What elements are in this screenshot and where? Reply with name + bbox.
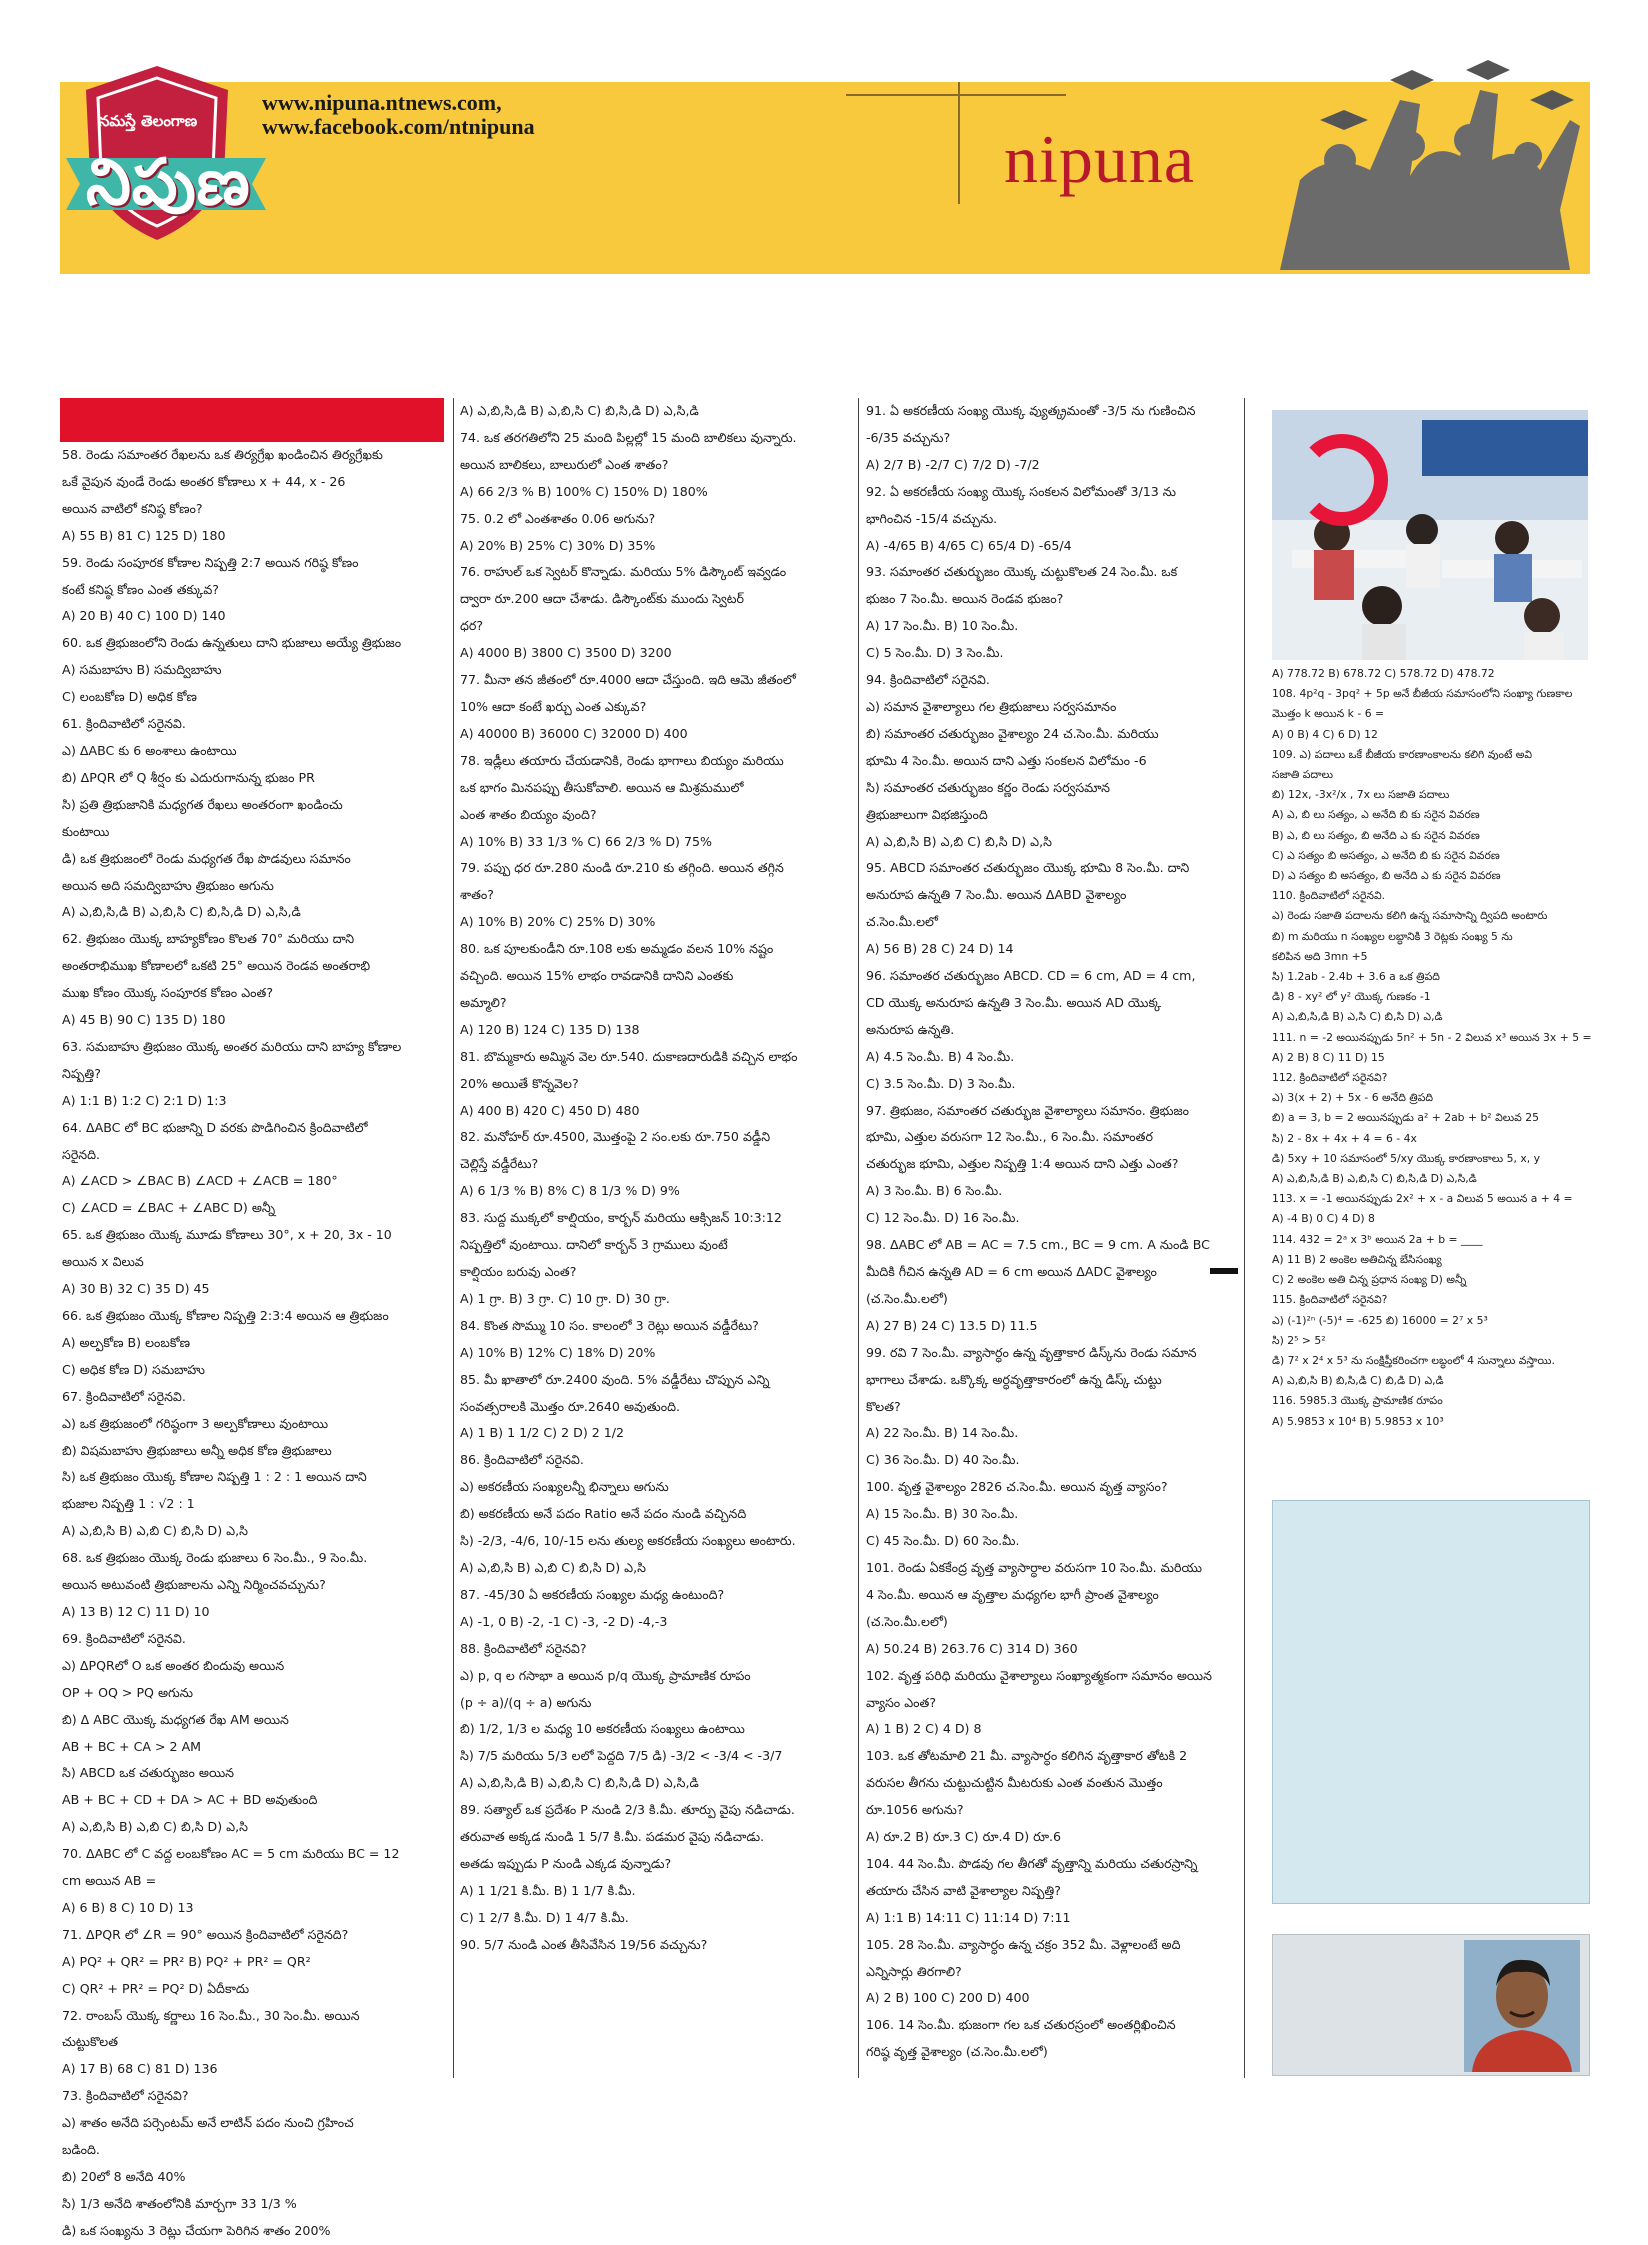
text-line: 98. ΔABC లో AB = AC = 7.5 cm., BC = 9 cm. A నుండి BC (866, 1237, 1210, 1253)
text-line: A) 400 B) 420 C) 450 D) 480 (460, 1102, 640, 1118)
text-line: ఎ) 3(x + 2) + 5x - 6 అనేది త్రిపది (1272, 1091, 1434, 1105)
text-line: సి) 1.2ab - 2.4b + 3.6 a ఒక త్రిపది (1272, 970, 1440, 984)
text-line: A) ఎ,బి,సి B) ఎ,బి C) బి,సి D) ఎ,సి (460, 1559, 646, 1575)
text-line: A) 1:1 B) 1:2 C) 2:1 D) 1:3 (62, 1092, 227, 1108)
text-line: చ.సెం.మీ.లలో (866, 914, 939, 930)
text-line: త్రిభుజాలుగా విభజిస్తుంది (866, 806, 988, 822)
text-line: A) 10% B) 20% C) 25% D) 30% (460, 914, 656, 930)
text-line: అమ్మాలి? (460, 994, 507, 1010)
text-line: 63. సమబాహు త్రిభుజం యొక్క అంతర మరియు దాని బాహ్య కోణాల (62, 1038, 402, 1054)
text-line: బి) ΔPQR లో Q శీర్షం కు ఎదురుగానున్న భుజం PR (62, 769, 315, 785)
text-line: A) 13 B) 12 C) 11 D) 10 (62, 1603, 210, 1619)
text-line: అనురూప ఉన్నతి. (866, 1021, 955, 1037)
text-line: C) ∠ACD = ∠BAC + ∠ABC D) అన్నీ (62, 1200, 276, 1216)
text-line: A) -4/65 B) 4/65 C) 65/4 D) -65/4 (866, 537, 1072, 553)
text-line: A) అల్పకోణ B) లంబకోణ (62, 1334, 190, 1350)
text-line: A) ఎ,బి,సి,డి B) ఎ,బి,సి C) బి,సి,డి D) ఎ,సి,డి (62, 904, 301, 920)
text-line: బి) 12x, -3x²/x , 7x లు సజాతి పదాలు (1272, 788, 1450, 802)
text-line: 110. క్రిందివాటిలో సరైనవి. (1272, 889, 1386, 903)
text-line: బి) విషమబాహు త్రిభుజాలు అన్నీ అధిక కోణ త్రిభుజాలు (62, 1442, 332, 1458)
text-line: 62. త్రిభుజం యొక్క బాహ్యకోణం కొలత 70° మరియు దాని (62, 931, 355, 947)
text-line: రూ.1056 అగును? (866, 1802, 964, 1818)
text-line: A) 2/7 B) -2/7 C) 7/2 D) -7/2 (866, 456, 1040, 472)
text-line: A) -4 B) 0 C) 4 D) 8 (1272, 1212, 1375, 1226)
text-line: A) 5.9853 x 10⁴ B) 5.9853 x 10³ (1272, 1414, 1444, 1428)
text-line: 104. 44 సెం.మీ. పొడవు గల తీగతో వృత్తాన్ని మరియు చతురస్రాన్ని (866, 1855, 1198, 1871)
text-line: 102. వృత్త పరిధి మరియు వైశాల్యాలు సంఖ్యాత్మకంగా సమానం అయిన (866, 1667, 1212, 1683)
text-line: సి) -2/3, -4/6, 10/-15 లను తుల్య అకరణీయ సంఖ్యలు అంటారు. (460, 1533, 796, 1549)
text-line: అయిన అది సమద్విబాహు త్రిభుజం అగును (62, 877, 274, 893)
text-line: ఎ) సమాన వైశాల్యాలు గల త్రిభుజాలు సర్వసమానం (866, 698, 1117, 714)
text-line: భాగాలు చేశాడు. ఒక్కొక్క అర్ధవృత్తాకారంలో ఉన్న డిస్క్ చుట్టు (866, 1371, 1162, 1387)
text-line: 99. రవి 7 సెం.మీ. వ్యాసార్ధం ఉన్న వృత్తాకార డిస్క్‌ను రెండు సమాన (866, 1344, 1197, 1360)
text-line: 79. పప్పు ధర రూ.280 నుండి రూ.210 కు తగ్గింది. అయిన తగ్గిన (460, 860, 784, 876)
text-line: నిష్పత్తిలో వుంటాయి. దానిలో కార్బన్ 3 గ్రాములు వుంటే (460, 1237, 728, 1253)
text-line: 58. రెండు సమాంతర రేఖలను ఒక తిర్యగ్రేఖ ఖండించిన తిర్యగ్రేఖకు (62, 447, 383, 462)
text-line: అంతరాభిముఖ కోణాలలో ఒకటి 25° అయిన రెండవ అంతరాభి (62, 958, 371, 974)
text-line: 101. రెండు ఏకకేంద్ర వృత్త వ్యాసార్ధాల వరుసగా 10 సెం.మీ. మరియు (866, 1559, 1203, 1575)
text-line: అయిన x విలువ (62, 1254, 144, 1270)
text-line: A) PQ² + QR² = PR² B) PQ² + PR² = QR² (62, 1953, 311, 1969)
text-line: ముఖ కోణం యొక్క సంపూరక కోణం ఎంత? (62, 985, 274, 1001)
text-line: A) 17 సెం.మీ. B) 10 సెం.మీ. (866, 618, 1019, 634)
text-line: 115. క్రిందివాటిలో సరైనవి? (1272, 1293, 1388, 1307)
text-line: శాతం? (460, 887, 494, 903)
text-line: A) 4000 B) 3800 C) 3500 D) 3200 (460, 645, 672, 661)
text-line: ఎ) శాతం అనేది పర్సెంటమ్ అనే లాటిన్ పదం నుంచి గ్రహించ (62, 2115, 354, 2131)
text-line: 60. ఒక త్రిభుజంలోని రెండు ఉన్నతులు దాని భుజాలు అయ్యే త్రిభుజం (62, 635, 402, 651)
classroom-photo (1272, 410, 1588, 660)
text-line: A) 1 B) 2 C) 4 D) 8 (866, 1721, 982, 1737)
text-line: A) 66 2/3 % B) 100% C) 150% D) 180% (460, 483, 708, 499)
text-line: A) 10% B) 12% C) 18% D) 20% (460, 1344, 656, 1360)
text-line: సి) ప్రతి త్రిభుజానికి మధ్యగత రేఖలు అంతరంగా ఖండించు (62, 796, 343, 812)
text-line: భుజాల నిష్పత్తి 1 : √2 : 1 (62, 1496, 195, 1512)
text-line: cm అయిన AB = (62, 1873, 157, 1889)
text-line: C) 3.5 సెం.మీ. D) 3 సెం.మీ. (866, 1075, 1016, 1091)
text-line: A) 4.5 సెం.మీ. B) 4 సెం.మీ. (866, 1048, 1015, 1064)
masthead-title: nipuna (1004, 121, 1196, 197)
text-line: అయిన అటువంటి త్రిభుజాలను ఎన్ని నిర్మించవచ్చును? (62, 1577, 326, 1593)
text-line: A) ఎ,బి,సి,డి B) ఎ,సి C) బి,సి D) ఎ,డి (1272, 1010, 1443, 1024)
text-line: A) 778.72 B) 678.72 C) 578.72 D) 478.72 (1272, 667, 1495, 680)
text-line: 88. క్రిందివాటిలో సరైనవి? (460, 1640, 587, 1656)
text-line: C) 1 2/7 కి.మీ. D) 1 4/7 కి.మీ. (460, 1909, 629, 1925)
text-line: సజాతి పదాలు (1272, 768, 1334, 782)
text-line: A) 50.24 B) 263.76 C) 314 D) 360 (866, 1640, 1078, 1656)
text-line: (p ÷ a)/(q ÷ a) అగును (460, 1694, 592, 1710)
text-line: సి) 1/3 అనేది శాతంలోనికి మార్చగా 33 1/3 % (62, 2195, 297, 2211)
text-line: 86. క్రిందివాటిలో సరైనవి. (460, 1452, 584, 1468)
questions-column-3 (866, 398, 1238, 2066)
text-line: బడింది. (62, 2142, 100, 2158)
column-divider (1244, 398, 1245, 2078)
text-line: 89. సత్యాల్ ఒక ప్రదేశం P నుండి 2/3 కి.మీ. తూర్పు వైపు నడిచాడు. (460, 1802, 795, 1818)
photo-accent-ring (1296, 434, 1388, 526)
text-line: బి) a = 3, b = 2 అయినప్పుడు a² + 2ab + b² విలువ 25 (1272, 1111, 1539, 1125)
text-line: A) 0 B) 4 C) 6 D) 12 (1272, 727, 1378, 741)
text-line: A) 17 B) 68 C) 81 D) 136 (62, 2061, 218, 2077)
text-line: నిష్పత్తి? (62, 1065, 101, 1081)
text-line: A) ఎ,బి,సి,డి B) ఎ,బి,సి C) బి,సి,డి D) ఎ,సి,డి (1272, 1172, 1477, 1186)
column-divider (453, 398, 454, 2078)
text-line: 95. ABCD సమాంతర చతుర్భుజం యొక్క భూమి 8 సెం.మీ. దాని (866, 860, 1190, 876)
text-line: గరిష్ఠ వృత్త వైశాల్యం (చ.సెం.మీ.లలో) (866, 2044, 1048, 2060)
text-line: A) 30 B) 32 C) 35 D) 45 (62, 1281, 210, 1297)
text-line: చుట్టుకొలత (62, 2034, 119, 2050)
text-line: 61. క్రిందివాటిలో సరైనవి. (62, 716, 186, 732)
text-line: డి) 8 - xy² లో y² యొక్క గుణకం -1 (1272, 990, 1431, 1004)
text-line: C) 45 సెం.మీ. D) 60 సెం.మీ. (866, 1533, 1020, 1549)
text-line: 75. 0.2 లో ఎంతశాతం 0.06 అగును? (460, 510, 656, 526)
text-line: 96. సమాంతర చతుర్భుజం ABCD. CD = 6 cm, AD = 4 cm, (866, 968, 1196, 984)
text-line: అయిన బాలికలు, బాలురులో ఎంత శాతం? (460, 456, 669, 472)
text-line: 64. ΔABC లో BC భుజాన్ని D వరకు పొడిగించిన క్రిందివాటిలో (62, 1119, 368, 1135)
text-line: ధర? (460, 618, 484, 634)
text-line: భూమి, ఎత్తుల వరుసగా 12 సెం.మీ., 6 సెం.మీ. సమాంతర (866, 1129, 1153, 1145)
text-line: 10% ఆదా కంటే ఖర్చు ఎంత ఎక్కువ? (460, 698, 647, 714)
questions-column-2 (460, 398, 850, 1959)
text-line: A) 3 సెం.మీ. B) 6 సెం.మీ. (866, 1183, 1003, 1199)
text-line: AB + BC + CD + DA > AC + BD అవుతుంది (62, 1792, 318, 1808)
text-line: బి) అకరణీయ అనే పదం Ratio అనే పదం నుండి వచ్చినది (460, 1506, 747, 1522)
text-line: 65. ఒక త్రిభుజం యొక్క మూడు కోణాలు 30°, x + 20, 3x - 10 (62, 1227, 392, 1243)
text-line: A) 1:1 B) 14:11 C) 11:14 D) 7:11 (866, 1909, 1071, 1925)
text-line: C) 36 సెం.మీ. D) 40 సెం.మీ. (866, 1452, 1020, 1468)
text-line: 4 సెం.మీ. అయిన ఆ వృత్తాల మధ్యగల భాగీ ప్రాంత వైశాల్యం (866, 1586, 1159, 1602)
facebook-link[interactable]: www.facebook.com/ntnipuna (262, 114, 535, 139)
text-line: సి) ఒక త్రిభుజం యొక్క కోణాల నిష్పత్తి 1 : 2 : 1 అయిన దాని (62, 1469, 367, 1485)
text-line: A) ఎ, బి లు సత్యం, ఎ అనేది బి కు సరైన వివరణ (1272, 808, 1480, 822)
text-line: C) QR² + PR² = PQ² D) ఏదీకాదు (62, 1980, 250, 1996)
text-line: A) 2 B) 8 C) 11 D) 15 (1272, 1050, 1385, 1064)
text-line: ఎ) అకరణీయ సంఖ్యలన్నీ భిన్నాలు అగును (460, 1479, 669, 1495)
brand-name: నిపుణ (86, 146, 251, 220)
text-line: సి) ABCD ఒక చతుర్భుజం అయిన (62, 1765, 234, 1781)
text-line: 81. బొమ్మకారు అమ్మిన వెల రూ.540. దుకాణదారుడికి వచ్చిన లాభం (460, 1048, 798, 1064)
text-line: A) ఎ,బి,సి,డి B) ఎ,బి,సి C) బి,సి,డి D) ఎ,సి,డి (460, 1775, 699, 1791)
text-line: మొత్తం k అయిన k - 6 = (1272, 707, 1385, 721)
text-line: B) ఎ, బి లు సత్యం, బి అనేది ఎ కు సరైన వివరణ (1272, 828, 1480, 842)
text-line: ఎ) ఒక త్రిభుజంలో గరిష్ఠంగా 3 అల్పకోణాలు వుంటాయి (62, 1415, 329, 1431)
text-line: C) 2 అంకెల అతి చిన్న ప్రధాన సంఖ్య D) అన్నీ (1272, 1273, 1467, 1287)
text-line: A) 1 1/21 కి.మీ. B) 1 1/7 కి.మీ. (460, 1882, 636, 1898)
text-line: A) ఎ,బి,సి B) ఎ,బి C) బి,సి D) ఎ,సి (62, 1819, 248, 1835)
text-line: 84. కొంత సొమ్ము 10 సం. కాలంలో 3 రెట్లు అయిన వడ్డీరేటు? (460, 1317, 759, 1333)
text-line: 90. 5/7 నుండి ఎంత తీసివేసిన 19/56 వచ్చును? (460, 1936, 708, 1952)
text-line: 114. 432 = 2ᵃ x 3ᵇ అయిన 2a + b = ____ (1272, 1232, 1483, 1246)
text-line: C) 5 సెం.మీ. D) 3 సెం.మీ. (866, 645, 1004, 661)
text-line: కుంటాయి (62, 823, 110, 839)
text-line: ఒక భాగం మినపప్పు తీసుకోవాలి. అయిన ఆ మిశ్రమములో (460, 779, 744, 795)
text-line: సి) 2⁵ > 5² (1272, 1333, 1326, 1347)
text-line: బి) Δ ABC యొక్క మధ్యగత రేఖ AM అయిన (62, 1711, 289, 1727)
text-line: A) 15 సెం.మీ. B) 30 సెం.మీ. (866, 1506, 1019, 1522)
text-line: A) 45 B) 90 C) 135 D) 180 (62, 1012, 226, 1028)
text-line: A) ఎ,బి,సి B) బి,సి,డి C) బి,డి D) ఎ,డి (1272, 1374, 1444, 1388)
text-line: ఎ) p, q ల గసాభా a అయిన p/q యొక్క ప్రామాణిక రూపం (460, 1667, 751, 1683)
text-line: A) -1, 0 B) -2, -1 C) -3, -2 D) -4,-3 (460, 1613, 668, 1629)
text-line: భాగించిన -15/4 వచ్చును. (866, 510, 998, 526)
text-line: A) 40000 B) 36000 C) 32000 D) 400 (460, 725, 688, 741)
text-line: 59. రెండు సంపూరక కోణాల నిష్పత్తి 2:7 అయిన గరిష్ఠ కోణం (62, 554, 359, 570)
text-line: 72. రాంబస్ యొక్క కర్ణాలు 16 సెం.మీ., 30 సెం.మీ. అయిన (62, 2007, 360, 2023)
text-line: 97. త్రిభుజం, సమాంతర చతుర్భుజ వైశాల్యాలు సమానం. త్రిభుజం (866, 1102, 1190, 1118)
text-line: 93. సమాంతర చతుర్భుజం యొక్క చుట్టుకొలత 24 సెం.మీ. ఒక (866, 564, 1178, 580)
text-line: ఎ) ΔABC కు 6 అంశాలు ఉంటాయి (62, 742, 237, 758)
text-line: 105. 28 సెం.మీ. వ్యాసార్ధం ఉన్న చక్రం 352 మీ. వెళ్లాలంటే అది (866, 1936, 1181, 1952)
column-divider (858, 398, 859, 2078)
text-line: 70. ΔABC లో C వద్ద లంబకోణం AC = 5 cm మరియు BC = 12 (62, 1846, 400, 1862)
text-line: 106. 14 సెం.మీ. భుజంగా గల ఒక చతురస్రంలో అంతర్లిఖించిన (866, 2017, 1176, 2033)
text-line: బి) 1/2, 1/3 ల మధ్య 10 అకరణీయ సంఖ్యలు ఉంటాయి (460, 1721, 745, 1737)
text-line: A) ఎ,బి,సి B) ఎ,బి C) బి,సి D) ఎ,సి (866, 833, 1052, 849)
text-line: A) 56 B) 28 C) 24 D) 14 (866, 941, 1014, 957)
text-line: CD యొక్క అనురూప ఉన్నతి 3 సెం.మీ. అయిన AD యొక్క (866, 994, 1162, 1010)
text-line: A) 1 B) 1 1/2 C) 2 D) 2 1/2 (460, 1425, 625, 1441)
text-line: 83. సుద్ద ముక్కలో కాల్షియం, కార్బన్ మరియు ఆక్సిజన్ 10:3:12 (460, 1210, 782, 1226)
text-line: 66. ఒక త్రిభుజం యొక్క కోణాల నిష్పత్తి 2:3:4 అయిన ఆ త్రిభుజం (62, 1308, 389, 1323)
text-line: 80. ఒక పూలకుండీని రూ.108 లకు అమ్మడం వలన 10% నష్టం (460, 941, 774, 957)
text-line: 74. ఒక తరగతిలోని 25 మంది పిల్లల్లో 15 మంది బాలికలు వున్నారు. (460, 429, 797, 445)
text-line: A) 22 సెం.మీ. B) 14 సెం.మీ. (866, 1425, 1019, 1441)
text-line: A) 20% B) 25% C) 30% D) 35% (460, 537, 656, 553)
text-line: ఎన్నిసార్లు తిరగాలి? (866, 1963, 962, 1979)
text-line: ఒకే వైపున వుండే రెండు అంతర కోణాలు x + 44, x - 26 (62, 473, 346, 489)
text-line: 71. ΔPQR లో ∠R = 90° అయిన క్రిందివాటిలో సరైనది? (62, 1926, 349, 1942)
text-line: బి) సమాంతర చతుర్భుజం వైశాల్యం 24 చ.సెం.మీ. మరియు (866, 725, 1159, 741)
text-line: 87. -45/30 ఏ అకరణీయ సంఖ్యల మధ్య ఉంటుంది? (460, 1586, 725, 1602)
text-line: వ్యాసం ఎంత? (866, 1694, 937, 1710)
text-line: A) 11 B) 2 అంకెల అతిచిన్న బేసిసంఖ్య (1272, 1252, 1442, 1266)
text-line: 20% అయితే కొన్నవెల? (460, 1075, 579, 1091)
text-line: వచ్చింది. అయిన 15% లాభం రావడానికి దానిని ఎంతకు (460, 968, 734, 984)
text-line: కాల్షియం బరువు ఎంత? (460, 1264, 577, 1279)
text-line: C) లంబకోణ D) అధిక కోణ (62, 689, 197, 705)
header-rule-horizontal (846, 94, 1066, 96)
text-line: A) 27 B) 24 C) 13.5 D) 11.5 (866, 1317, 1038, 1333)
author-photo (1464, 1940, 1580, 2072)
text-line: అయిన వాటిలో కనిష్ఠ కోణం? (62, 500, 203, 516)
text-line: భూమి 4 సెం.మీ. అయిన దాని ఎత్తు సంకలన విలోమం -6 (866, 752, 1147, 768)
text-line: 100. వృత్త వైశాల్యం 2826 చ.సెం.మీ. అయిన వృత్త వ్యాసం? (866, 1479, 1168, 1495)
text-line: (చ.సెం.మీ.లలో) (866, 1613, 948, 1629)
text-line: AB + BC + CA > 2 AM (62, 1738, 202, 1754)
text-line: 68. ఒక త్రిభుజం యొక్క రెండు భుజాలు 6 సెం.మీ., 9 సెం.మీ. (62, 1550, 368, 1566)
questions-column-1 (62, 442, 446, 2245)
text-line: D) ఎ సత్యం బి అసత్యం, బి అనేది ఎ కు సరైన వివరణ (1272, 869, 1501, 883)
text-line: మీదికి గీచిన ఉన్నతి AD = 6 cm అయిన ΔADC వైశాల్యం (866, 1264, 1157, 1279)
text-line: A) సమబాహు B) సమద్విబాహు (62, 662, 222, 678)
text-line: A) 55 B) 81 C) 125 D) 180 (62, 527, 226, 543)
text-line: C) అధిక కోణ D) సమబాహు (62, 1361, 205, 1377)
text-line: 116. 5985.3 యొక్క ప్రామాణిక రూపం (1272, 1394, 1443, 1408)
text-line: C) 12 సెం.మీ. D) 16 సెం.మీ. (866, 1210, 1020, 1226)
text-line: 67. క్రిందివాటిలో సరైనవి. (62, 1388, 186, 1404)
questions-column-4 (1272, 664, 1590, 1432)
text-line: వరుసల తీగను చుట్టుచుట్టిన మీటరుకు ఎంత వంతున మొత్తం (866, 1775, 1163, 1791)
text-line: కంటే కనిష్ఠ కోణం ఎంత తక్కువ? (62, 581, 219, 597)
text-line: A) 1 గ్రా. B) 3 గ్రా. C) 10 గ్రా. D) 30 గ్రా. (460, 1290, 670, 1306)
text-line: చతుర్భుజ భూమి, ఎత్తుల నిష్పత్తి 1:4 అయిన దాని ఎత్తు ఎంత? (866, 1156, 1179, 1172)
section-header-bar (60, 398, 444, 442)
answers-box (1272, 1500, 1590, 1904)
text-line: A) రూ.2 B) రూ.3 C) రూ.4 D) రూ.6 (866, 1829, 1062, 1845)
text-line: 92. ఏ అకరణీయ సంఖ్య యొక్క సంకలన విలోమంతో 3/13 ను (866, 483, 1176, 499)
text-line: A) 120 B) 124 C) 135 D) 138 (460, 1021, 640, 1037)
text-line: ఎ) ΔPQRలో O ఒక అంతర బిందువు అయిన (62, 1657, 285, 1673)
text-line: 91. ఏ అకరణీయ సంఖ్య యొక్క వ్యుత్క్రమంతో -3/5 ను గుణించిన (866, 403, 1196, 418)
text-line: కొలత? (866, 1398, 901, 1414)
text-line: 73. క్రిందివాటిలో సరైనవి? (62, 2088, 189, 2104)
text-line: తరువాత అక్కడ నుండి 1 5/7 కి.మీ. పడమర వైపు నడిచాడు. (460, 1829, 765, 1845)
text-line: 108. 4p²q - 3pq² + 5p అనే బీజీయ సమాసంలోని సంఖ్యా గుణకాల (1272, 687, 1573, 701)
text-line: A) 10% B) 33 1/3 % C) 66 2/3 % D) 75% (460, 833, 712, 849)
text-line: బి) 20లో 8 అనేది 40% (62, 2169, 186, 2184)
text-line: సరైనది. (62, 1146, 101, 1162)
text-line: A) ఎ,బి,సి B) ఎ,బి C) బి,సి D) ఎ,సి (62, 1523, 248, 1539)
text-line: సి) సమాంతర చతుర్భుజం కర్ణం రెండు సర్వసమాన (866, 779, 1110, 795)
text-line: 85. మీ ఖాతాలో రూ.2400 వుంది. 5% వడ్డీరేటు చొప్పున ఎన్ని (460, 1371, 770, 1387)
text-line: 77. మీనా తన జీతంలో రూ.4000 ఆదా చేస్తుంది. ఇది ఆమె జీతంలో (460, 672, 796, 688)
text-line: -6/35 వచ్చును? (866, 429, 951, 445)
text-line: అనురూప ఉన్నతి 7 సెం.మీ. అయిన ΔABD వైశాల్యం (866, 887, 1127, 903)
header-rule-vertical (958, 82, 960, 204)
text-line: A) 2 B) 100 C) 200 D) 400 (866, 1990, 1030, 2006)
text-line: OP + OQ > PQ అగును (62, 1684, 193, 1700)
text-line: (చ.సెం.మీ.లలో) (866, 1290, 948, 1306)
text-line: 113. x = -1 అయినప్పుడు 2x² + x - a విలువ 5 అయిన a + 4 = (1272, 1192, 1573, 1206)
text-line: ఎ) (-1)²ⁿ (-5)⁴ = -625 బి) 16000 = 2⁷ x 5³ (1272, 1313, 1488, 1327)
text-line: డి) 5xy + 10 సమాసంలో 5/xy యొక్క కారణాంకాలు 5, x, y (1272, 1151, 1540, 1165)
website-link[interactable]: www.nipuna.ntnews.com, (262, 90, 502, 115)
text-line: A) ∠ACD > ∠BAC B) ∠ACD + ∠ACB = 180° (62, 1173, 338, 1189)
text-line: ఎ) రెండు సజాతి పదాలను కలిగి ఉన్న సమాసాన్ని ద్విపది అంటారు (1272, 909, 1548, 923)
text-line: C) ఎ సత్యం బి అసత్యం, ఎ అనేది బి కు సరైన వివరణ (1272, 848, 1500, 862)
text-line: డి) ఒక సంఖ్యను 3 రెట్లు చేయగా పెరిగిన శాతం 200% (62, 2222, 331, 2238)
text-line: 111. n = -2 అయినప్పుడు 5n² + 5n - 2 విలువ x³ అయిన 3x + 5 = (1272, 1030, 1592, 1044)
text-line: A) 6 1/3 % B) 8% C) 8 1/3 % D) 9% (460, 1183, 680, 1199)
text-line: సి) 7/5 మరియు 5/3 లలో పెద్దది 7/5 డి) -3/2 < -3/4 < -3/7 (460, 1748, 783, 1764)
text-line: డి) ఒక త్రిభుజంలో రెండు మధ్యగత రేఖ పొడవులు సమానం (62, 850, 351, 866)
text-line: సి) 2 - 8x + 4x + 4 = 6 - 4x (1272, 1131, 1417, 1145)
text-line: తయారు చేసిన వాటి వైశాల్యాల నిష్పత్తి? (866, 1882, 1061, 1898)
text-line: సంవత్సరాలకి మొత్తం రూ.2640 అవుతుంది. (460, 1398, 681, 1414)
text-line: డి) 7² x 2⁴ x 5³ ను సంక్షిప్తీకరించగా లబ్ధంలో 4 సున్నాలు వస్తాయి. (1272, 1353, 1555, 1367)
text-line: 112. క్రిందివాటిలో సరైనవి? (1272, 1071, 1388, 1085)
text-line: A) 6 B) 8 C) 10 D) 13 (62, 1899, 194, 1915)
text-line: 109. ఎ) పదాలు ఒకే బీజీయ కారణాంకాలను కలిగి వుంటే అవి (1272, 747, 1533, 761)
text-line: ద్వారా రూ.200 ఆదా చేశాడు. డిస్కౌంట్‌కు ముందు స్వెటర్ (460, 591, 744, 607)
text-line: బి) m మరియు n సంఖ్యల లబ్ధానికి 3 రెట్లకు సంఖ్య 5 ను (1272, 929, 1513, 943)
graduates-silhouette (1270, 60, 1580, 270)
text-line: 82. మనోహర్ రూ.4500, మొత్తంపై 2 సం.లకు రూ.750 వడ్డీని (460, 1129, 771, 1145)
text-line: A) 20 B) 40 C) 100 D) 140 (62, 608, 226, 624)
text-line: 69. క్రిందివాటిలో సరైనవి. (62, 1630, 186, 1646)
text-line: A) ఎ,బి,సి,డి B) ఎ,బి,సి C) బి,సి,డి D) ఎ,సి,డి (460, 403, 699, 418)
text-line: చెల్లిస్తే వడ్డీరేటు? (460, 1156, 539, 1172)
text-line: 76. రాహుల్ ఒక స్వెటర్ కొన్నాడు. మరియు 5% డిస్కౌంట్ ఇవ్వడం (460, 564, 787, 580)
brand-tagline: నమస్తే తెలంగాణ (98, 112, 198, 130)
text-line: కలిపిన అది 3mn +5 (1272, 949, 1368, 963)
text-line: అతడు ఇప్పుడు P నుండి ఎక్కడ వున్నాడు? (460, 1855, 672, 1871)
text-line: ఎంత శాతం బియ్యం వుంది? (460, 806, 597, 822)
text-line: భుజం 7 సెం.మీ. అయిన రెండవ భుజం? (866, 591, 1064, 607)
text-line: 94. క్రిందివాటిలో సరైనవి. (866, 672, 990, 688)
text-line: 103. ఒక తోటమాలి 21 మీ. వ్యాసార్ధం కలిగిన వృత్తాకార తోటకి 2 (866, 1748, 1188, 1764)
text-line: 78. ఇడ్లీలు తయారు చేయడానికి, రెండు భాగాలు బియ్యం మరియు (460, 752, 784, 768)
